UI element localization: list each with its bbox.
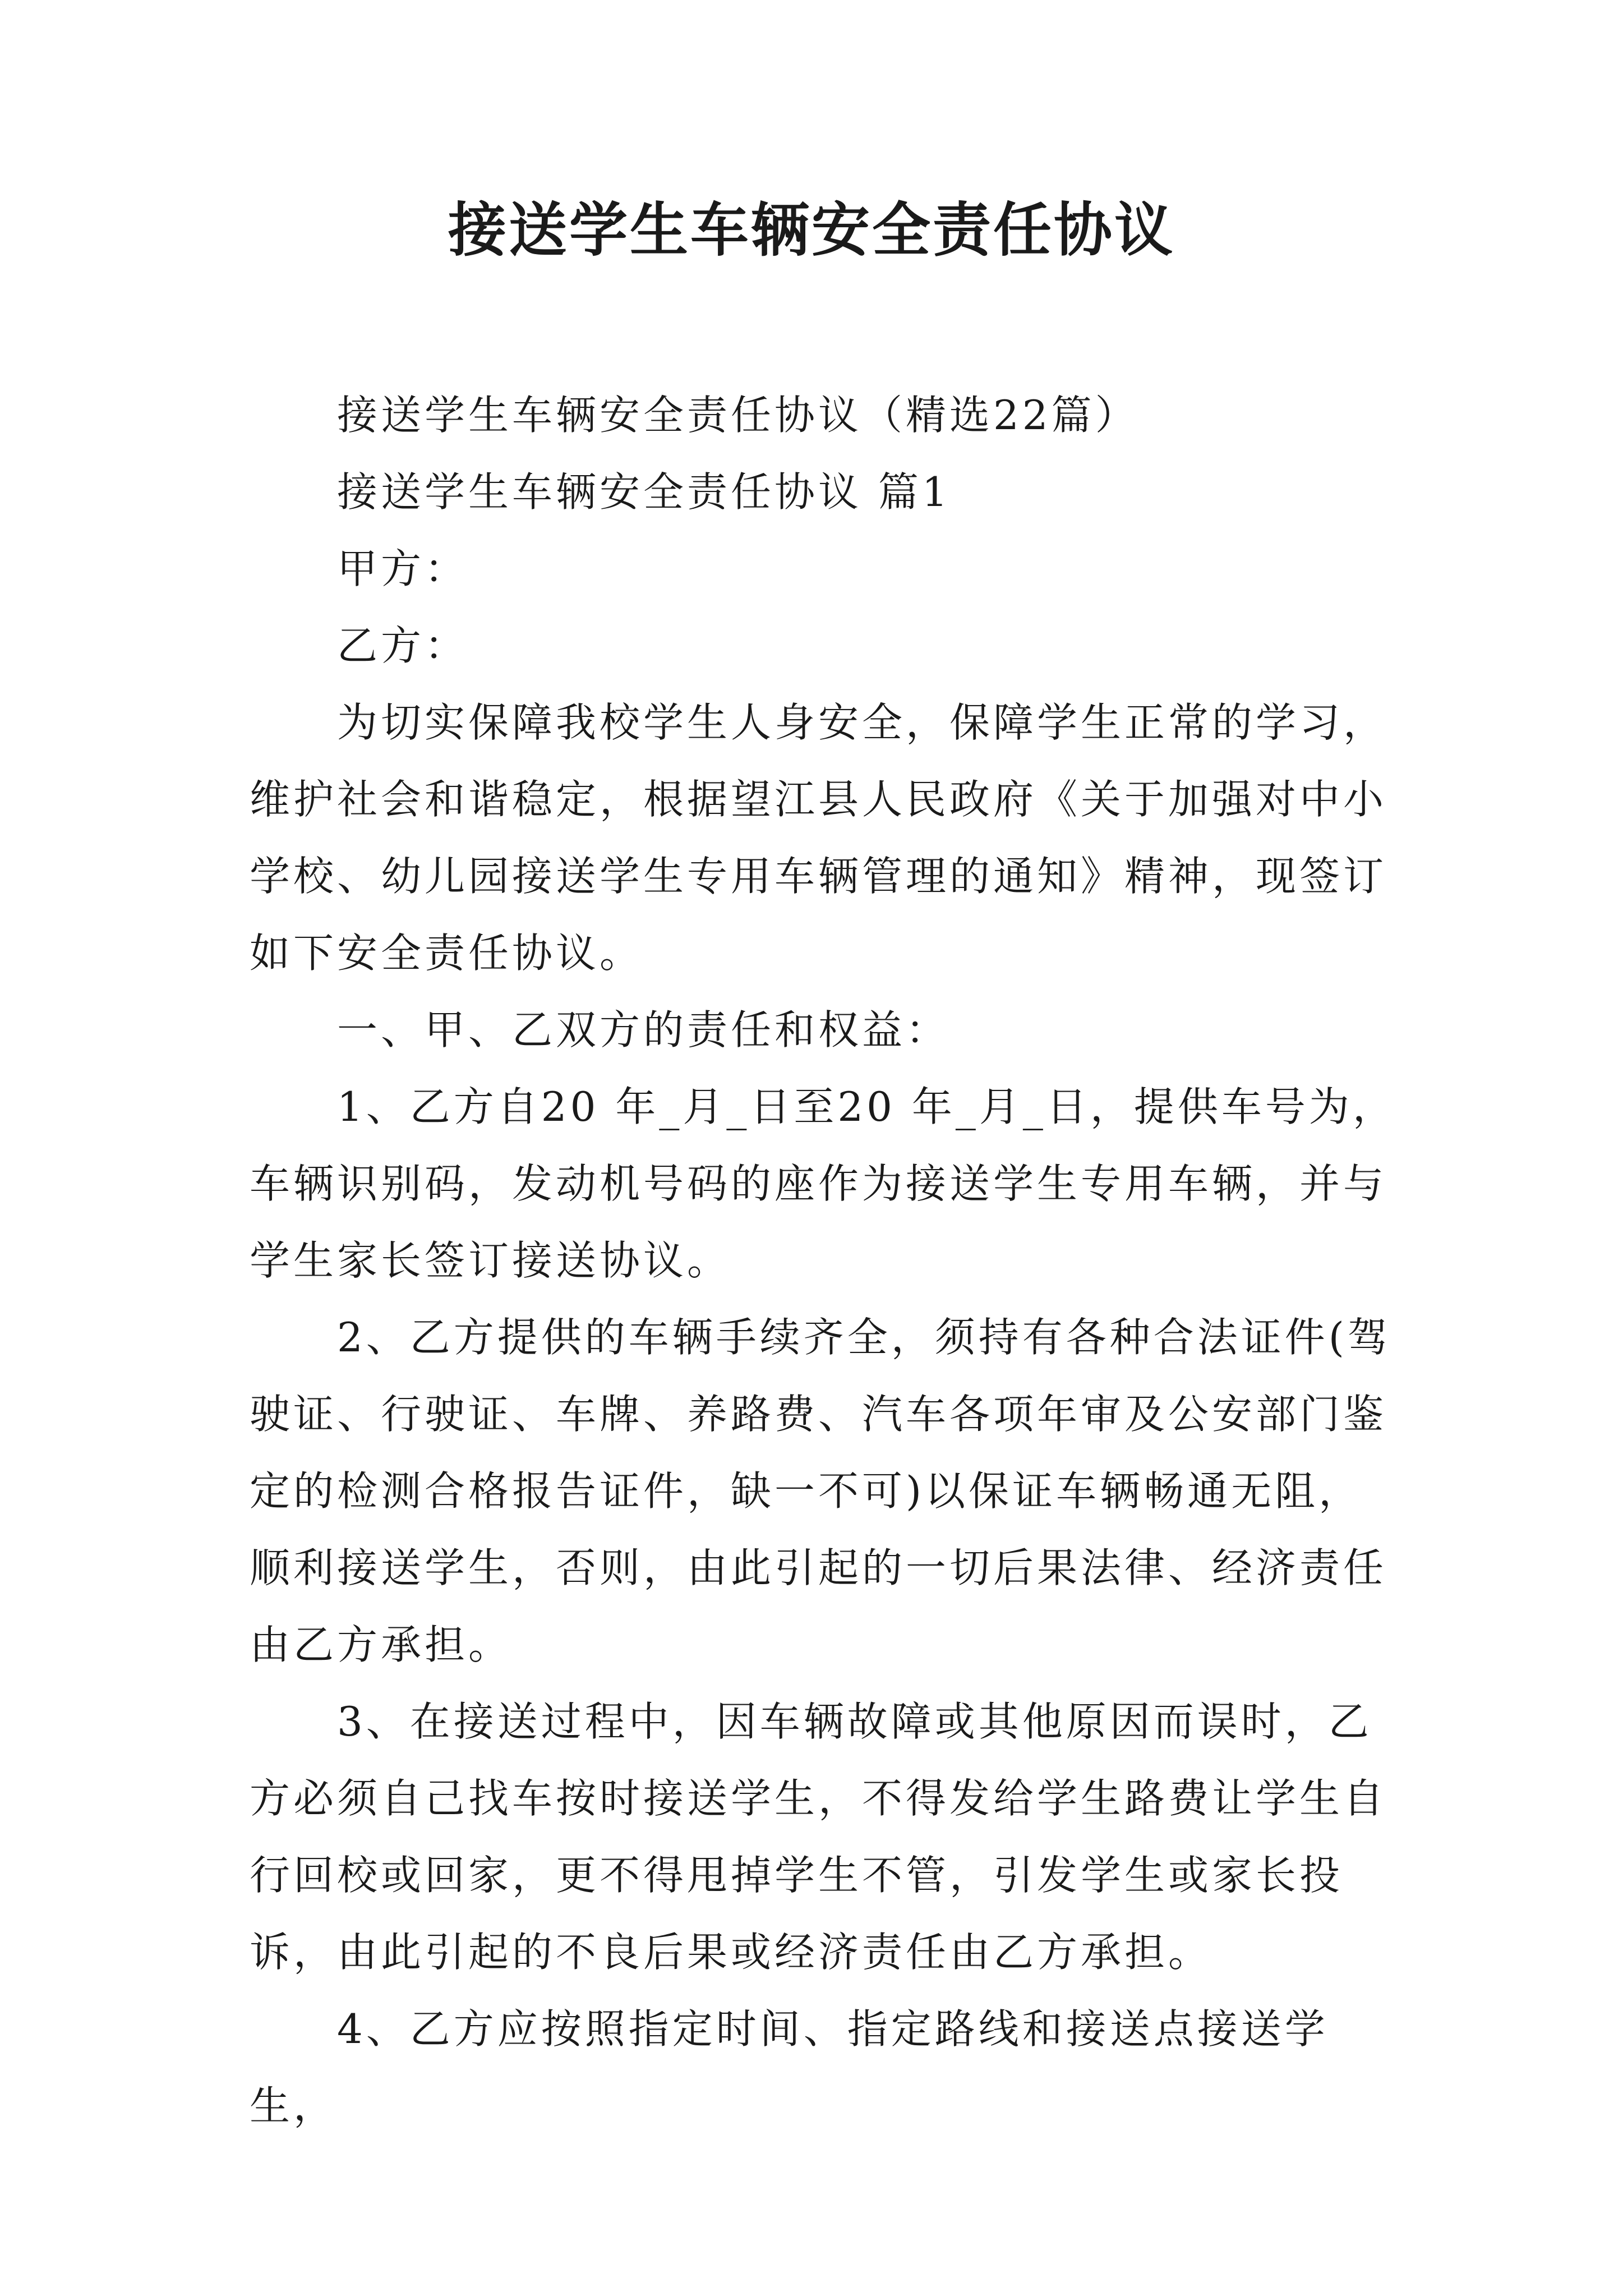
paragraph-subtitle: 接送学生车辆安全责任协议（精选22篇） (337, 392, 1139, 439)
paragraph-clause-3: 3、在接送过程中，因车辆故障或其他原因而误时，乙方必须自己找车按时接送学生，不得发给学生路费让学生自行回校或回家，更不得甩掉学生不管，引发学生或家长投诉，由此引起的不良后果或经济责任由乙方承担。 (250, 1698, 1387, 1976)
paragraph-clause-2: 2、乙方提供的车辆手续齐全，须持有各种合法证件(驾驶证、行驶证、车牌、养路费、汽车各项年审及公安部门鉴定的检测合格报告证件，缺一不可)以保证车辆畅通无阻，顺利接送学生，否则，由此引起的一切后果法律、经济责任由乙方承担。 (250, 1314, 1391, 1668)
paragraph-clause-4: 4、乙方应按照指定时间、指定路线和接送点接送学生， (250, 2005, 1329, 2129)
paragraph-clause-1: 1、乙方自20 年_月_日至20 年_月_日，提供车号为，车辆识别码，发动机号码的座作为接送学生专用车辆，并与学生家长签订接送协议。 (250, 1083, 1396, 1284)
paragraph-section-heading: 接送学生车辆安全责任协议 篇1 (337, 468, 951, 516)
document-body (250, 377, 1399, 2145)
document-title: 接送学生车辆安全责任协议 (448, 195, 1175, 264)
paragraph-party-b: 乙方： (337, 622, 469, 669)
paragraph-party-a: 甲方： (337, 545, 469, 592)
paragraph-clause-heading: 一、甲、乙双方的责任和权益： (337, 1006, 950, 1053)
paragraph-preamble: 为切实保障我校学生人身安全，保障学生正常的学习，维护社会和谐稳定，根据望江县人民政府《关于加强对中小学校、幼儿园接送学生专用车辆管理的通知》精神，现签订如下安全责任协议。 (250, 699, 1387, 977)
